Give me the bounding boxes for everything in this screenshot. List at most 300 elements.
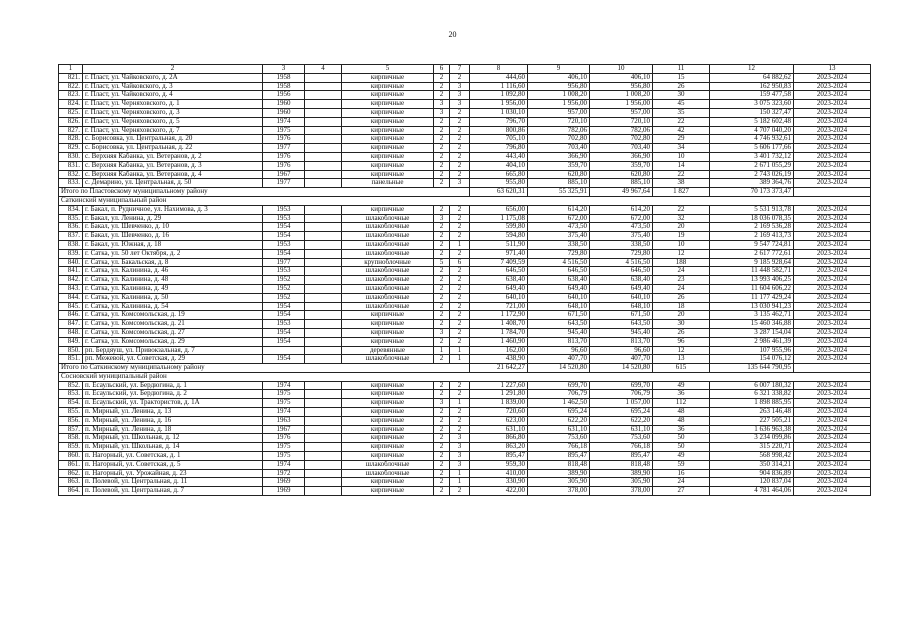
table-cell: крупноблочные [342, 258, 434, 267]
table-cell: 957,00 [590, 108, 653, 117]
table-cell: 672,00 [590, 214, 653, 223]
table-cell: 2023-2024 [794, 478, 871, 487]
table-cell: 829. [59, 144, 83, 153]
table-cell: 702,80 [590, 135, 653, 144]
table-cell: 638,40 [470, 276, 528, 285]
total-cell [794, 364, 871, 373]
table-cell: 5 606 177,66 [710, 144, 794, 153]
table-cell [305, 452, 342, 461]
table-cell: 2023-2024 [794, 258, 871, 267]
district-section-row [59, 372, 871, 381]
table-cell: 18 [653, 302, 710, 311]
table-cell: 640,10 [470, 293, 528, 302]
total-cell: 135 644 790,95 [710, 364, 794, 373]
table-row [59, 293, 871, 302]
table-cell: 971,40 [470, 249, 528, 258]
table-cell: 833. [59, 179, 83, 188]
table-cell: 2 [434, 135, 450, 144]
table-row [59, 416, 871, 425]
table-cell: кирпичные [342, 170, 434, 179]
table-cell [305, 135, 342, 144]
table-cell: 649,40 [590, 284, 653, 293]
table-cell: кирпичные [342, 205, 434, 214]
table-cell: г. Сатка, ул. Калинина, д. 48 [83, 276, 263, 285]
table-cell: 2023-2024 [794, 302, 871, 311]
table-cell: 2 [434, 452, 450, 461]
table-cell: 699,70 [590, 381, 653, 390]
table-row [59, 232, 871, 241]
table-cell: 848. [59, 328, 83, 337]
table-cell: 112 [653, 399, 710, 408]
table-cell: 1952 [263, 276, 305, 285]
table-cell: кирпичные [342, 425, 434, 434]
district-total-label: Итого по Пластовскому муниципальному району [59, 188, 470, 197]
table-cell: 620,80 [590, 170, 653, 179]
table-row [59, 337, 871, 346]
table-cell: кирпичные [342, 443, 434, 452]
table-cell: 26 [653, 328, 710, 337]
table-cell: 703,40 [590, 144, 653, 153]
table-cell: 2 [434, 82, 450, 91]
table-cell: 1 462,50 [528, 399, 590, 408]
table-cell: 1 408,70 [470, 320, 528, 329]
table-cell: 1 [450, 478, 470, 487]
table-cell [305, 381, 342, 390]
table-cell: 1953 [263, 205, 305, 214]
table-cell: 444,60 [470, 73, 528, 82]
table-cell: 825. [59, 108, 83, 117]
table-cell: кирпичные [342, 108, 434, 117]
table-row [59, 100, 871, 109]
table-cell [305, 293, 342, 302]
table-row [59, 117, 871, 126]
column-number-cell: 2 [83, 65, 263, 74]
table-cell [305, 108, 342, 117]
table-cell: 50 [653, 434, 710, 443]
table-cell [305, 478, 342, 487]
table-cell: 4 781 464,06 [710, 487, 794, 496]
table-row [59, 399, 871, 408]
table-cell [305, 399, 342, 408]
table-cell: кирпичные [342, 135, 434, 144]
table-cell: 1975 [263, 390, 305, 399]
table-cell: 2 [434, 381, 450, 390]
column-number-cell: 3 [263, 65, 305, 74]
table-cell [305, 320, 342, 329]
table-cell: 1977 [263, 144, 305, 153]
table-cell: 1972 [263, 469, 305, 478]
table-row [59, 460, 871, 469]
table-cell: 2 [450, 320, 470, 329]
table-cell: 706,79 [528, 390, 590, 399]
table-row [59, 223, 871, 232]
table-cell: 2 [434, 487, 450, 496]
table-cell: 828. [59, 135, 83, 144]
total-cell: 615 [653, 364, 710, 373]
table-cell: кирпичные [342, 117, 434, 126]
table-cell: 389,90 [590, 469, 653, 478]
table-cell: 1974 [263, 117, 305, 126]
table-row [59, 170, 871, 179]
table-cell: 3 [450, 100, 470, 109]
table-cell: 2 [434, 390, 450, 399]
table-cell: 2 [434, 469, 450, 478]
table-cell: 766,18 [528, 443, 590, 452]
column-number-cell: 8 [470, 65, 528, 74]
table-cell: 1 460,90 [470, 337, 528, 346]
table-cell: 1 [450, 240, 470, 249]
table-cell: 159 477,58 [710, 91, 794, 100]
table-cell: 2 [450, 267, 470, 276]
table-cell: 862. [59, 469, 83, 478]
table-cell [305, 346, 342, 355]
table-cell: 826. [59, 117, 83, 126]
table-cell [305, 311, 342, 320]
table-cell: 1 057,00 [590, 399, 653, 408]
table-cell: 6 [450, 258, 470, 267]
table-cell: п. Есаульский, ул. Трактористов, д. 1А [83, 399, 263, 408]
table-cell: 729,80 [590, 249, 653, 258]
table-cell: 378,00 [590, 487, 653, 496]
table-cell: с. Верхняя Кабанка, ул. Ветеранов, д. 2 [83, 152, 263, 161]
table-cell: г. Пласт, ул. Черняховского, д. 3 [83, 108, 263, 117]
table-cell: 406,10 [590, 73, 653, 82]
table-cell: 2 [434, 267, 450, 276]
table-cell: 27 [653, 487, 710, 496]
table-cell: 2023-2024 [794, 108, 871, 117]
table-cell: 1 092,80 [470, 91, 528, 100]
table-cell [305, 355, 342, 364]
table-cell: 42 [653, 126, 710, 135]
total-cell: 49 967,64 [590, 188, 653, 197]
column-number-cell: 6 [434, 65, 450, 74]
table-row [59, 91, 871, 100]
table-cell: 18 036 078,35 [710, 214, 794, 223]
table-cell: 1975 [263, 399, 305, 408]
table-cell: г. Бакал, ул. Ленина, д. 29 [83, 214, 263, 223]
table-cell: 1 956,00 [590, 100, 653, 109]
table-cell: 12 [653, 249, 710, 258]
table-cell: шлакоблочные [342, 469, 434, 478]
table-cell [305, 425, 342, 434]
table-cell: п. Мирный, ул. Школьная, д. 12 [83, 434, 263, 443]
table-cell: 859. [59, 443, 83, 452]
table-cell: 375,40 [528, 232, 590, 241]
table-row [59, 179, 871, 188]
table-row [59, 258, 871, 267]
table-cell: 850. [59, 346, 83, 355]
total-cell [794, 188, 871, 197]
table-cell: 840. [59, 258, 83, 267]
table-cell: 2 [450, 390, 470, 399]
table-cell [305, 460, 342, 469]
table-cell: 20 [653, 311, 710, 320]
table-cell: п. Полевой, ул. Центральная, д. 11 [83, 478, 263, 487]
table-cell: 945,40 [590, 328, 653, 337]
table-cell: 2023-2024 [794, 126, 871, 135]
table-cell: 1976 [263, 434, 305, 443]
table-cell: п. Нагорный, ул. Советская, д. 1 [83, 452, 263, 461]
column-number-cell: 5 [342, 65, 434, 74]
table-cell: 15 460 346,88 [710, 320, 794, 329]
table-cell: 699,70 [528, 381, 590, 390]
table-cell: с. Борисовка, ул. Центральная, д. 20 [83, 135, 263, 144]
total-cell: 70 173 373,47 [710, 188, 794, 197]
table-cell: 2 [434, 144, 450, 153]
table-cell: 631,10 [470, 425, 528, 434]
table-cell: п. Мирный, ул. Ленина, д. 13 [83, 408, 263, 417]
table-cell: 1 [450, 399, 470, 408]
table-cell: г. Сатка, ул. 50 лет Октября, д. 2 [83, 249, 263, 258]
table-cell: кирпичные [342, 337, 434, 346]
table-cell: 1963 [263, 416, 305, 425]
table-cell: 818,48 [528, 460, 590, 469]
table-cell: 1952 [263, 284, 305, 293]
housing-register-table [58, 64, 871, 496]
table-cell: 20 [653, 223, 710, 232]
table-cell: 702,80 [528, 135, 590, 144]
table-cell: г. Сатка, ул. Калинина, д. 49 [83, 284, 263, 293]
table-cell: 1 008,20 [528, 91, 590, 100]
table-cell: 3 [450, 434, 470, 443]
table-cell: 13 [653, 355, 710, 364]
table-cell: 2023-2024 [794, 82, 871, 91]
table-cell: 853. [59, 390, 83, 399]
table-cell: 1953 [263, 320, 305, 329]
table-cell [305, 434, 342, 443]
table-cell: 154 076,12 [710, 355, 794, 364]
table-cell: 2 [434, 170, 450, 179]
table-cell: 6 007 180,32 [710, 381, 794, 390]
table-cell: шлакоблочные [342, 214, 434, 223]
table-row [59, 434, 871, 443]
table-cell: кирпичные [342, 100, 434, 109]
table-cell [305, 328, 342, 337]
table-cell: п. Мирный, ул. Ленина, д. 18 [83, 425, 263, 434]
column-number-cell: 4 [305, 65, 342, 74]
table-cell [305, 337, 342, 346]
table-cell: 2 [450, 214, 470, 223]
table-cell: 2 [434, 73, 450, 82]
table-row [59, 390, 871, 399]
table-cell: 45 [653, 100, 710, 109]
table-cell: 729,80 [528, 249, 590, 258]
table-cell: 2023-2024 [794, 460, 871, 469]
table-cell: г. Бакал, п. Рудничное, ул. Нахимова, д. 3 [83, 205, 263, 214]
table-cell [305, 161, 342, 170]
table-cell: 36 [653, 390, 710, 399]
table-cell [305, 91, 342, 100]
table-cell: 2023-2024 [794, 100, 871, 109]
table-cell [305, 240, 342, 249]
table-cell: 10 [653, 240, 710, 249]
table-cell: 839. [59, 249, 83, 258]
table-cell: 4 516,50 [590, 258, 653, 267]
table-cell: 1954 [263, 328, 305, 337]
table-cell: 895,47 [528, 452, 590, 461]
table-cell: 846. [59, 311, 83, 320]
table-cell: 638,40 [528, 276, 590, 285]
table-cell: 2023-2024 [794, 135, 871, 144]
table-cell: 6 321 338,82 [710, 390, 794, 399]
table-row [59, 443, 871, 452]
table-cell: 2 [450, 328, 470, 337]
table-cell: 3 [434, 100, 450, 109]
table-cell: 895,47 [470, 452, 528, 461]
table-cell: 30 [653, 91, 710, 100]
table-cell: 13 993 406,25 [710, 276, 794, 285]
table-cell: 2 [434, 232, 450, 241]
table-cell: 1976 [263, 135, 305, 144]
table-cell: 48 [653, 416, 710, 425]
table-cell: 38 [653, 179, 710, 188]
table-cell: 638,40 [590, 276, 653, 285]
table-cell: 338,50 [590, 240, 653, 249]
table-cell: 2 986 461,39 [710, 337, 794, 346]
table-cell: п. Есаульский, ул. Бердюгина, д. 2 [83, 390, 263, 399]
table-row [59, 381, 871, 390]
table-cell: 1956 [263, 91, 305, 100]
table-cell: 9 547 724,81 [710, 240, 794, 249]
table-cell: 1 116,60 [470, 82, 528, 91]
table-cell: 9 185 928,64 [710, 258, 794, 267]
total-cell: 55 325,91 [528, 188, 590, 197]
table-cell: с. Демарино, ул. Центральная, д. 50 [83, 179, 263, 188]
table-cell: 2 743 026,19 [710, 170, 794, 179]
table-cell: 59 [653, 460, 710, 469]
table-cell: 2 [434, 91, 450, 100]
table-cell: 2023-2024 [794, 232, 871, 241]
table-cell: 49 [653, 381, 710, 390]
table-cell: 2 [450, 276, 470, 285]
table-cell: 648,10 [590, 302, 653, 311]
table-cell: 703,40 [528, 144, 590, 153]
table-cell: 404,10 [470, 161, 528, 170]
table-cell: 863. [59, 478, 83, 487]
table-cell: 443,40 [470, 152, 528, 161]
table-row [59, 152, 871, 161]
table-cell: 2023-2024 [794, 399, 871, 408]
table-cell: 4 746 932,61 [710, 135, 794, 144]
total-cell: 14 520,80 [590, 364, 653, 373]
table-cell: 1 030,10 [470, 108, 528, 117]
table-cell: 315 220,71 [710, 443, 794, 452]
table-cell: г. Пласт, ул. Черняховского, д. 1 [83, 100, 263, 109]
table-cell: 1974 [263, 408, 305, 417]
table-cell: 2 [450, 416, 470, 425]
table-cell: 24 [653, 267, 710, 276]
table-cell: 649,40 [470, 284, 528, 293]
table-cell: 1969 [263, 487, 305, 496]
district-total-row [59, 364, 871, 373]
table-cell [305, 302, 342, 311]
table-cell [305, 82, 342, 91]
table-cell: 671,50 [528, 311, 590, 320]
table-cell: 3 287 154,04 [710, 328, 794, 337]
table-cell: 2 [434, 311, 450, 320]
table-cell: 827. [59, 126, 83, 135]
table-cell: 841. [59, 267, 83, 276]
table-cell: 1954 [263, 311, 305, 320]
table-cell: 23 [653, 276, 710, 285]
table-cell: шлакоблочные [342, 232, 434, 241]
table-cell: 643,50 [590, 320, 653, 329]
table-cell: 32 [653, 214, 710, 223]
table-cell: 4 516,50 [528, 258, 590, 267]
table-cell: 511,90 [470, 240, 528, 249]
table-cell: 2 [450, 311, 470, 320]
table-cell: г. Сатка, ул. Бакальская, д. 8 [83, 258, 263, 267]
table-cell: 782,06 [528, 126, 590, 135]
table-cell: 594,80 [470, 232, 528, 241]
table-cell [305, 205, 342, 214]
table-cell: 648,10 [528, 302, 590, 311]
table-cell: 1953 [263, 267, 305, 276]
table-cell: деревянные [342, 346, 434, 355]
table-cell [305, 144, 342, 153]
table-cell: 1 956,00 [470, 100, 528, 109]
table-cell [263, 346, 305, 355]
table-cell: 821. [59, 73, 83, 82]
table-cell: 2023-2024 [794, 240, 871, 249]
table-cell: 5 182 602,48 [710, 117, 794, 126]
total-cell: 63 620,31 [470, 188, 528, 197]
column-number-cell: 9 [528, 65, 590, 74]
table-cell: 96,60 [528, 346, 590, 355]
table-cell: 24 [653, 478, 710, 487]
table-cell: 857. [59, 425, 83, 434]
table-row [59, 478, 871, 487]
table-cell: г. Пласт, ул. Чайковского, д. 2А [83, 73, 263, 82]
table-row [59, 108, 871, 117]
table-cell: 959,30 [470, 460, 528, 469]
table-row [59, 408, 871, 417]
table-cell: 2 [434, 416, 450, 425]
column-number-cell: 10 [590, 65, 653, 74]
table-cell: г. Сатка, ул. Комсомольская, д. 29 [83, 337, 263, 346]
column-number-cell: 12 [710, 65, 794, 74]
table-cell: 1960 [263, 108, 305, 117]
table-cell: 860. [59, 452, 83, 461]
table-cell: 3 [450, 179, 470, 188]
table-cell: 1954 [263, 223, 305, 232]
table-cell: 1 784,70 [470, 328, 528, 337]
table-cell: 2 [434, 293, 450, 302]
table-cell: 832. [59, 170, 83, 179]
table-cell [305, 258, 342, 267]
table-cell: кирпичные [342, 478, 434, 487]
table-cell: 614,20 [528, 205, 590, 214]
table-cell: 1 [434, 346, 450, 355]
table-cell: 2023-2024 [794, 276, 871, 285]
table-cell: г. Бакал, ул. Шевченко, д. 10 [83, 223, 263, 232]
table-cell: 695,24 [590, 408, 653, 417]
table-cell: 389,90 [528, 469, 590, 478]
table-cell: 836. [59, 223, 83, 232]
table-cell: 855. [59, 408, 83, 417]
table-cell: п. Есаульский, ул. Бердюгина, д. 1 [83, 381, 263, 390]
table-cell [305, 416, 342, 425]
table-cell: 782,06 [590, 126, 653, 135]
table-cell: 2 [450, 144, 470, 153]
table-cell: 753,60 [528, 434, 590, 443]
table-cell: 1976 [263, 161, 305, 170]
table-cell: 2 [434, 408, 450, 417]
table-cell [305, 152, 342, 161]
table-cell: 14 [653, 161, 710, 170]
table-cell: 2023-2024 [794, 355, 871, 364]
table-cell: 2 [434, 205, 450, 214]
